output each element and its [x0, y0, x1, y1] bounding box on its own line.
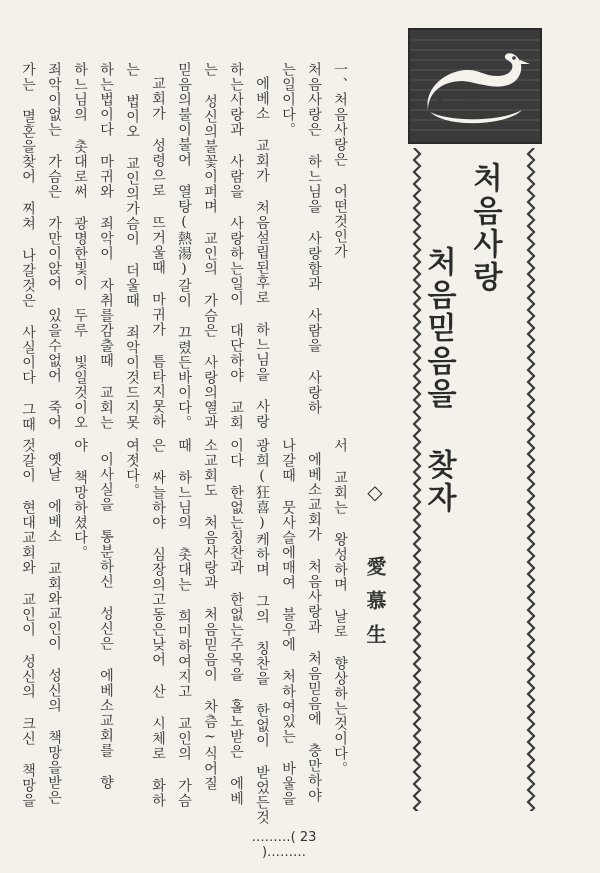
- text-column: 하는법이다 마귀와 죄악이 자취를감출때 교회는: [98, 62, 114, 430]
- text-column: 광희(狂喜)케하며 그의 칭찬을 한없이 받었든것: [254, 438, 270, 825]
- text-column: 一、처음사랑은 어떤것인가: [332, 62, 348, 259]
- text-column: 처음사랑은 하느님을 사랑함과 사람을 사랑하: [306, 62, 322, 415]
- text-column: 는 성신의불꽃이퍼며 교인의 가슴은 사랑의열과: [202, 62, 218, 430]
- text-column: 교회가 성령으로 뜨거울때 마귀가 틈타지못하: [150, 76, 166, 429]
- text-column: 에베소교회가 처음사랑과 처음믿음에 충만하야: [306, 452, 322, 803]
- text-column: 가는 멸혼을찾어 찌쳐 나갈것은 사실이다 그때: [20, 62, 36, 432]
- text-column: 이사실을 통분하신 성신은 에베소교회를 향: [98, 452, 114, 790]
- article-title-line-2: 처음믿음을 찾자: [421, 246, 456, 515]
- text-column: 여젓다。: [124, 438, 140, 498]
- text-column: 소교회도 처음사랑과 처음믿음이 차츰~식어질: [202, 438, 218, 791]
- text-column: 는일이다。: [280, 62, 296, 137]
- text-column: 은 싸늘하야 심장의고동은낮어 산 시체로 화하: [150, 438, 166, 808]
- text-column: 것갈이 현대교회와 교인이 성신의 크신 책망을: [20, 438, 36, 808]
- text-column: 옛날 에베소 교회와교인이 성신의 책망을받은: [46, 452, 62, 805]
- page-number-right-dots: )………: [261, 845, 307, 860]
- text-column: 에베소 교회가 처음설립된후로 하느님을 사랑: [254, 76, 270, 429]
- page-number: [228, 830, 340, 860]
- article-title-line-1: 처음사랑: [467, 162, 502, 294]
- text-column: 하느님의 촛대로써 광명한빛이 두루 빛일것이오: [72, 62, 88, 430]
- text-column: 이다 한없는칭찬과 한없는주목을 홀노받은 에베: [228, 438, 244, 806]
- text-column: 는 법이오 교인의가슴이 더울때 죄악이것드지못: [124, 62, 140, 430]
- page-number-left-dots: ………(: [251, 830, 296, 845]
- text-column: 믿음의불이불어 열탕(熱湯)갈이 끄렸든바이다。: [176, 62, 192, 430]
- text-column: 때 하느님의 촛대는 희미하여지고 교인의 가슴: [176, 438, 192, 808]
- text-column: 죄악이없는 가슴은 가만이앉어 있을수없어 죽어: [46, 62, 62, 430]
- text-column: 하는사랑과 사람을 사랑하는일이 대단하야 교회: [228, 62, 244, 430]
- text-column: 야 책망하셨다。: [72, 438, 88, 560]
- author-byline: ◇ 愛慕生: [363, 480, 387, 658]
- swan-emblem-icon: [408, 28, 542, 144]
- text-column: 나갈때 뭇사슬에매여 불우에 처하여있는 바울을: [280, 438, 296, 806]
- page-number-value: 23: [299, 830, 317, 845]
- text-column: 서 교회는 왕성하며 날로 향상하는것이다。: [332, 438, 348, 776]
